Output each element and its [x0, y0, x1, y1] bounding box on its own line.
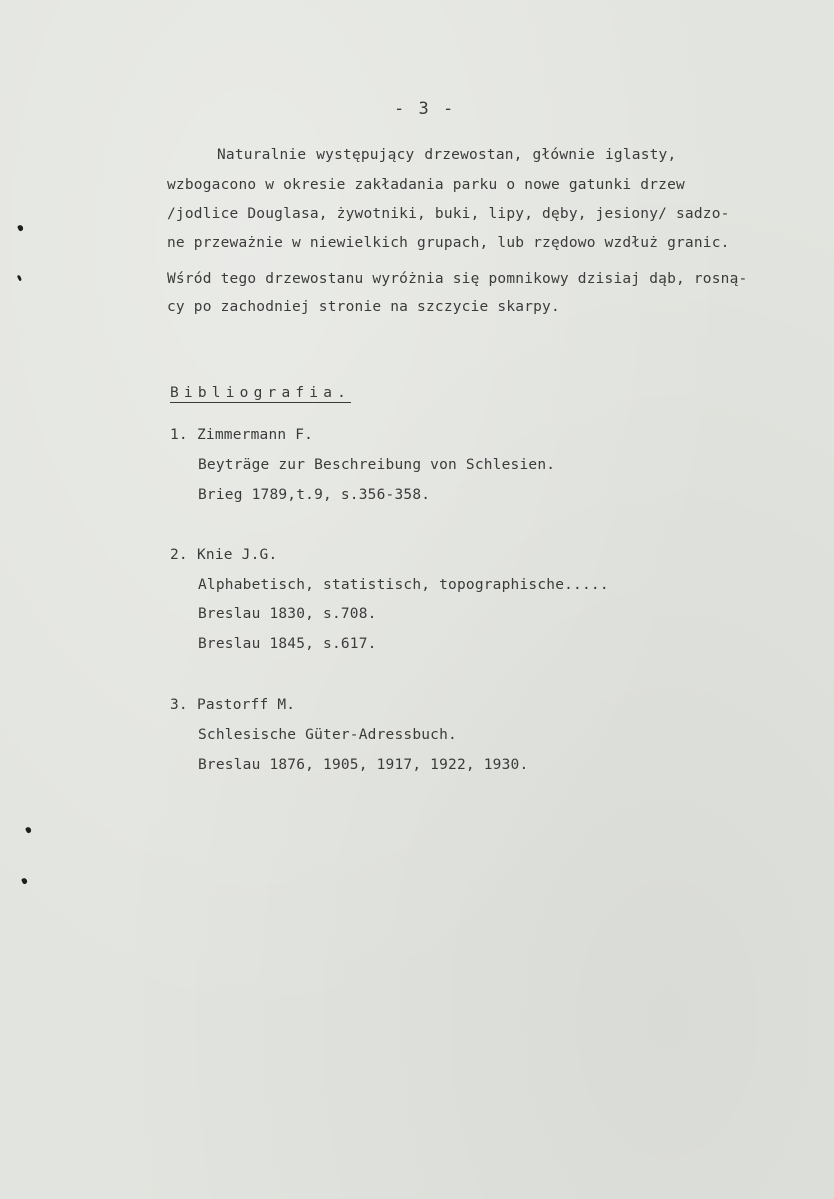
paragraph-line-3: /jodlice Douglasa, żywotniki, buki, lipy, dęby, jesiony/ sadzo- — [167, 206, 730, 222]
entry-3-author: Pastorff M. — [197, 697, 296, 713]
page-number: - 3 - — [394, 99, 456, 119]
paragraph-line-1: Naturalnie występujący drzewostan, głównie iglasty, — [217, 147, 677, 163]
margin-mark — [21, 877, 28, 885]
paragraph-line-2: wzbogacono w okresie zakładania parku o nowe gatunki drzew — [167, 177, 685, 193]
bibliography-heading: Bibliografia. — [170, 385, 352, 401]
entry-2-line-1: Alphabetisch, statistisch, topographische..... — [198, 577, 609, 593]
paragraph-line-6: cy po zachodniej stronie na szczycie skarpy. — [167, 299, 560, 315]
entry-1-number: 1. — [170, 427, 188, 443]
entry-1-author: Zimmermann F. — [197, 427, 314, 443]
entry-1-line-1: Beyträge zur Beschreibung von Schlesien. — [198, 457, 556, 473]
margin-mark — [25, 826, 32, 834]
entry-2-author: Knie J.G. — [197, 547, 278, 563]
paragraph-line-5: Wśród tego drzewostanu wyróżnia się pomnikowy dzisiaj dąb, rosną- — [167, 271, 748, 287]
paragraph-line-4: ne przeważnie w niewielkich grupach, lub rzędowo wzdłuż granic. — [167, 235, 730, 251]
entry-2-line-3: Breslau 1845, s.617. — [198, 636, 377, 652]
entry-2-line-2: Breslau 1830, s.708. — [198, 606, 377, 622]
entry-3-number: 3. — [170, 697, 188, 713]
entry-3-line-2: Breslau 1876, 1905, 1917, 1922, 1930. — [198, 757, 529, 773]
entry-3-line-1: Schlesische Güter-Adressbuch. — [198, 727, 457, 743]
margin-mark — [17, 224, 24, 232]
entry-2-number: 2. — [170, 547, 188, 563]
margin-mark — [17, 275, 22, 282]
entry-1-line-2: Brieg 1789,t.9, s.356-358. — [198, 487, 431, 503]
